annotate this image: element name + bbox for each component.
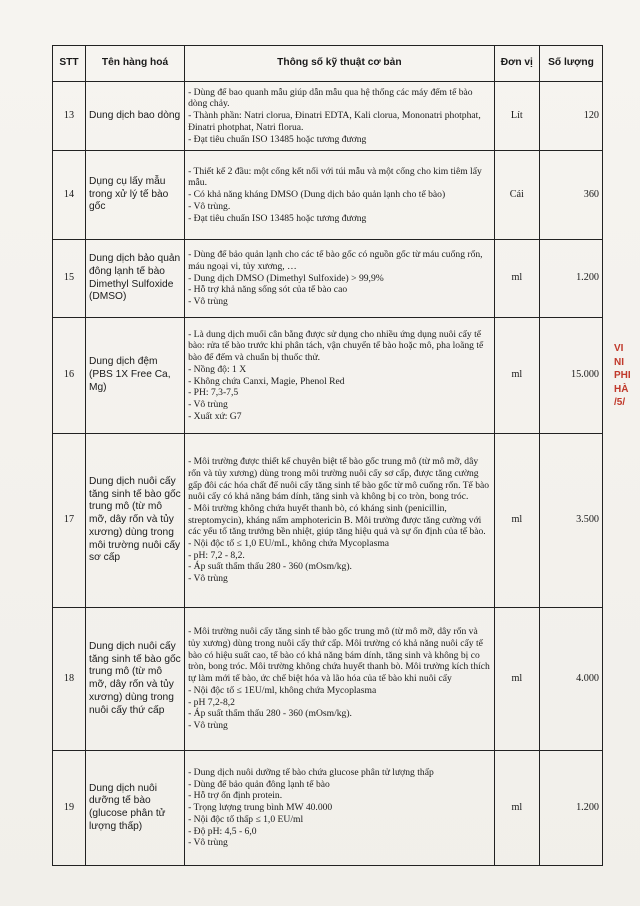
- spec-line: - Vô trùng: [188, 296, 228, 308]
- stamp-line: PHI: [614, 370, 631, 381]
- row-number: 18: [53, 608, 86, 751]
- item-specification: [185, 608, 495, 751]
- item-unit: Lít: [494, 82, 539, 151]
- spec-line: - Hỗ trợ ổn định protein.: [188, 790, 283, 802]
- stamp-line: /5/: [614, 397, 626, 408]
- spec-line: - Nồng độ: 1 X: [188, 363, 247, 375]
- table-row: [53, 151, 603, 240]
- table-row: [53, 608, 603, 751]
- spec-line: - pH: 7,2 - 8,2.: [188, 549, 245, 561]
- item-quantity: 360: [540, 151, 603, 240]
- item-name: Dụng cụ lấy mẫu trong xử lý tế bào gốc: [86, 151, 185, 240]
- table-row: [53, 82, 603, 151]
- spec-line: - Áp suất thẩm thấu 280 - 360 (mOsm/kg).: [188, 561, 352, 573]
- row-number: 19: [53, 751, 86, 866]
- spec-line: - Áp suất thẩm thấu 280 - 360 (mOsm/kg).: [188, 708, 352, 720]
- row-number: 17: [53, 434, 86, 608]
- item-unit: Cái: [494, 151, 539, 240]
- spec-line: - Vô trùng: [188, 573, 228, 585]
- header-name: Tên hàng hoá: [86, 46, 185, 82]
- item-quantity: 1.200: [540, 751, 603, 866]
- spec-line: - Nội độc tố thấp ≤ 1,0 EU/ml: [188, 813, 304, 825]
- spec-line: - Dùng để bảo quản lạnh cho các tế bào gốc có nguồn gốc từ máu cuống rốn, máu ngoại vi, tủy xương, …: [188, 249, 483, 272]
- spec-line: - Vô trùng: [188, 837, 228, 849]
- item-specification: [185, 434, 495, 608]
- stamp-line: VI: [614, 343, 624, 354]
- spec-line: - Môi trường được thiết kế chuyên biệt tế bào gốc trung mô (từ mô mỡ, dây rốn và tủy xương) dùng trong môi trường nuôi cấy sơ cấp, được tăng cường gấp đôi các hóa chất để nuôi cấy tăng sinh tế bào gốc từ mô cuống rốn. Tế bào nuôi cấy có khả năng bám dính, tăng sinh và không bị co tròn, bong tróc.: [188, 456, 490, 503]
- spec-line: - Dung dịch DMSO (Dimethyl Sulfoxide) > 99,9%: [188, 272, 384, 284]
- item-unit: ml: [494, 240, 539, 318]
- spec-line: - Đạt tiêu chuẩn ISO 13485 hoặc tương đương: [188, 133, 367, 145]
- spec-line: - Độ pH: 4,5 - 6,0: [188, 825, 257, 837]
- item-quantity: 4.000: [540, 608, 603, 751]
- item-name: Dung dịch nuôi dưỡng tế bào (glucose phân tử lượng thấp): [86, 751, 185, 866]
- spec-line: - pH 7,2-8,2: [188, 696, 235, 708]
- spec-line: - Dùng để bảo quản đông lạnh tế bào: [188, 778, 330, 790]
- row-number: 14: [53, 151, 86, 240]
- item-unit: ml: [494, 608, 539, 751]
- spec-line: - PH: 7,3-7,5: [188, 387, 239, 399]
- spec-line: - Môi trường không chứa huyết thanh bò, có kháng sinh (penicillin, streptomycin), kháng nấm amphotericin B. Môi trường được tăng cường với các yếu tố tăng trưởng bền nhiệt, giúp tăng hiệu quả và sự ổn định của tế bào.: [188, 502, 486, 538]
- spec-line: - Vô trùng: [188, 398, 228, 410]
- item-specification: [185, 151, 495, 240]
- item-quantity: 120: [540, 82, 603, 151]
- item-specification: [185, 240, 495, 318]
- spec-line: - Dung dịch nuôi dưỡng tế bào chứa glucose phân tử lượng thấp: [188, 767, 434, 779]
- red-stamp-fragment: [614, 342, 640, 452]
- spec-line: - Thiết kế 2 đầu: một cổng kết nối với túi mẫu và một cổng cho kim tiêm lấy mẫu.: [188, 165, 482, 189]
- spec-line: - Dùng để bao quanh mẫu giúp dẫn mẫu qua hệ thống các máy đếm tế bào dòng chảy.: [188, 86, 473, 110]
- item-specification: [185, 82, 495, 151]
- item-name: Dung dịch nuôi cấy tăng sinh tế bào gốc trung mô (từ mô mỡ, dây rốn và tủy xương) dùng trong nuôi cấy thứ cấp: [86, 608, 185, 751]
- spec-line: - Hỗ trợ khả năng sống sót của tế bào cao: [188, 284, 348, 296]
- header-spec: Thông số kỹ thuật cơ bản: [185, 46, 495, 82]
- stamp-line: NI: [614, 356, 624, 368]
- item-specification: [185, 318, 495, 434]
- table-row: [53, 240, 603, 318]
- item-specification: [185, 751, 495, 866]
- table-row: [53, 318, 603, 434]
- spec-line: - Nội độc tố ≤ 1EU/ml, không chứa Mycoplasma: [188, 684, 377, 696]
- spec-line: - Thành phần: Natri clorua, Đinatri EDTA, Kali clorua, Mononatri photphat, Đinatri photphat, Natri florua.: [188, 110, 481, 133]
- table-body: [53, 82, 603, 866]
- spec-line: - Vô trùng.: [188, 200, 231, 212]
- spec-line: - Có khả năng kháng DMSO (Dung dịch bảo quản lạnh cho tế bào): [188, 189, 446, 201]
- item-name: Dung dịch bảo quản đông lạnh tế bào Dimethyl Sulfoxide (DMSO): [86, 240, 185, 318]
- header-qty: Số lượng: [540, 46, 603, 82]
- specification-table: [52, 45, 603, 866]
- header-stt: STT: [53, 46, 86, 82]
- table-header-row: [53, 46, 603, 82]
- spec-line: - Nội độc tố ≤ 1,0 EU/mL, không chứa Mycoplasma: [188, 538, 390, 550]
- item-quantity: 3.500: [540, 434, 603, 608]
- spec-line: - Trọng lượng trung bình MW 40.000: [188, 802, 333, 814]
- item-quantity: 15.000: [540, 318, 603, 434]
- spec-line: - Đạt tiêu chuẩn ISO 13485 hoặc tương đương: [188, 212, 367, 224]
- spec-line: - Vô trùng: [188, 719, 228, 731]
- spec-line: - Không chứa Canxi, Magie, Phenol Red: [188, 375, 345, 387]
- stamp-line: HÀ: [614, 383, 629, 395]
- row-number: 13: [53, 82, 86, 151]
- table-row: [53, 434, 603, 608]
- item-unit: ml: [494, 318, 539, 434]
- item-name: Dung dịch bao dòng: [86, 82, 185, 151]
- item-name: Dung dịch đệm (PBS 1X Free Ca, Mg): [86, 318, 185, 434]
- spec-line: - Môi trường nuôi cấy tăng sinh tế bào gốc trung mô (từ mô mỡ, dây rốn và tủy xương) dùng trong nuôi cấy thứ cấp. Môi trường có khả năng nuôi cấy tế bào có hiệu suất cao, tế bào có khả năng bám dính, tăng sinh và không bị co tròn, bong tróc. Môi trường không chứa huyết thanh bò. Môi trường kích thích tự làm mới tế bào, ức chế biệt hóa và lão hóa của tế bào khi nuôi cấy: [188, 626, 490, 685]
- spec-line: - Xuất xứ: G7: [188, 410, 242, 422]
- item-name: Dung dịch nuôi cấy tăng sinh tế bào gốc trung mô (từ mô mỡ, dây rốn và tủy xương) dùng trong môi trường nuôi cấy sơ cấp: [86, 434, 185, 608]
- item-unit: ml: [494, 434, 539, 608]
- row-number: 16: [53, 318, 86, 434]
- header-unit: Đơn vị: [494, 46, 539, 82]
- item-unit: ml: [494, 751, 539, 866]
- item-quantity: 1.200: [540, 240, 603, 318]
- spec-line: - Là dung dịch muối cân bằng được sử dụng cho nhiều ứng dụng nuôi cấy tế bào: rửa tế bào trước khi phân tách, vận chuyển tế bào hoặc mô, pha loãng tế bào để đếm và chuẩn bị thuốc thử.: [188, 328, 484, 364]
- row-number: 15: [53, 240, 86, 318]
- table-row: [53, 751, 603, 866]
